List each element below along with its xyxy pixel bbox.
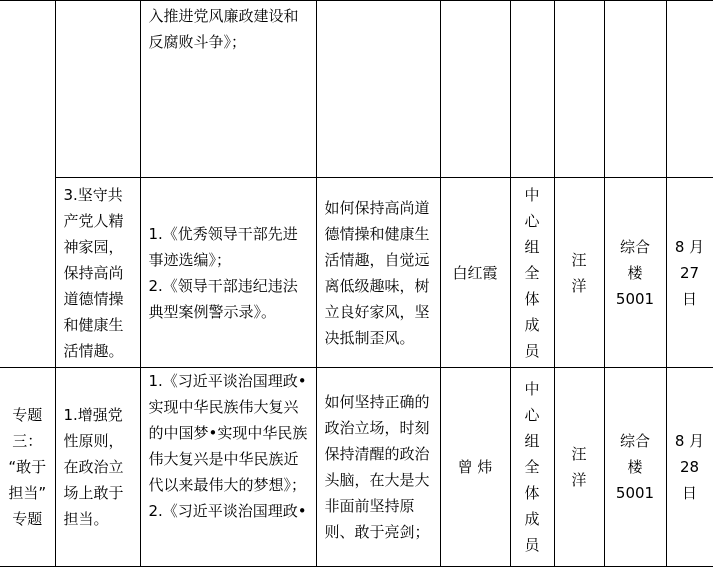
topic-cell — [0, 368, 55, 567]
participants-char: 中 — [524, 380, 540, 398]
topic-line: “敢于 — [8, 458, 47, 476]
participants-char: 全 — [524, 458, 540, 476]
speaker-name: 白红霞 — [452, 263, 498, 282]
participants-char: 全 — [524, 263, 540, 282]
date-line: 日 — [681, 484, 697, 502]
participants-char: 心 — [524, 406, 540, 424]
table-row — [0, 1, 713, 178]
location-line: 楼 — [627, 458, 643, 476]
host-char: 洋 — [571, 471, 587, 489]
date-line: 8 月 — [674, 237, 705, 256]
materials-line-1: 1.《习近平谈治国理政•实现中华民族伟大复兴的中国梦•实现中华民族伟大复兴是中华民族近代以来最伟大的梦想》； — [148, 372, 308, 494]
materials-line-2: 2.《领导干部违纪违法典型案例警示录》。 — [148, 276, 298, 321]
date-line: 27 — [679, 263, 700, 282]
date-line: 8 月 — [674, 432, 705, 450]
host-char: 汪 — [571, 250, 587, 269]
participants-char: 体 — [524, 484, 540, 502]
question-cell — [316, 178, 440, 368]
participants-cell — [510, 178, 554, 368]
host-char: 汪 — [571, 445, 587, 463]
participants-char: 中 — [524, 185, 540, 204]
participants-char: 成 — [524, 315, 540, 334]
participants-char: 员 — [524, 536, 540, 554]
topic-line: 担当” — [8, 484, 47, 502]
host-char: 洋 — [571, 276, 587, 295]
participants-char: 组 — [524, 432, 540, 450]
objective-cell — [55, 1, 140, 178]
speaker-cell — [440, 368, 510, 567]
question-text: 如何坚持正确的政治立场，时刻保持清醒的政治头脑，在大是大非面前坚持原则、敢于亮剑； — [324, 393, 430, 541]
host-cell — [554, 1, 604, 178]
date-cell — [666, 1, 713, 178]
location-cell — [604, 368, 666, 567]
date-line: 日 — [681, 289, 697, 308]
question-cell — [316, 1, 440, 178]
participants-char: 心 — [524, 211, 540, 230]
participants-char: 员 — [524, 341, 540, 360]
location-cell — [604, 1, 666, 178]
objective-text: 3.坚守共产党人精神家园，保持高尚道德情操和健康生活情趣。 — [63, 185, 124, 360]
materials-cell — [140, 178, 316, 368]
host-cell — [554, 368, 604, 567]
host-cell — [554, 178, 604, 368]
table-row — [0, 368, 713, 567]
location-line: 综合 — [619, 432, 650, 450]
question-text: 如何保持高尚道德情操和健康生活情趣，自觉远离低级趣味，树立良好家风，坚决抵制歪风。 — [324, 198, 430, 347]
speaker-cell — [440, 178, 510, 368]
location-cell — [604, 178, 666, 368]
participants-char: 体 — [524, 289, 540, 308]
materials-line-1: 1.《优秀领导干部先进事迹选编》； — [148, 224, 298, 269]
materials-line-2: 2.《习近平谈治国理政• — [148, 502, 307, 520]
topic-line: 专题 — [12, 406, 43, 424]
participants-char: 成 — [524, 510, 540, 528]
participants-char: 组 — [524, 237, 540, 256]
objective-cell — [55, 178, 140, 368]
question-cell — [316, 368, 440, 567]
location-line: 5001 — [615, 289, 655, 308]
topic-cell-empty — [0, 1, 55, 368]
table-row — [0, 178, 713, 368]
speaker-name: 曾 炜 — [457, 458, 493, 476]
location-line: 综合 — [619, 237, 650, 256]
location-line: 楼 — [627, 263, 643, 282]
materials-line-1: 入推进党风廉政建设和反腐败斗争》； — [148, 7, 299, 51]
location-line: 5001 — [615, 484, 655, 502]
topic-line: 三： — [12, 432, 43, 450]
date-cell — [666, 368, 713, 567]
topic-line: 专题 — [12, 510, 43, 528]
objective-cell — [55, 368, 140, 567]
date-line: 28 — [679, 458, 700, 476]
speaker-cell — [440, 1, 510, 178]
participants-cell — [510, 368, 554, 567]
objective-text: 1.增强党性原则，在政治立场上敢于担当。 — [63, 406, 124, 528]
materials-cell — [140, 368, 316, 567]
date-cell — [666, 178, 713, 368]
materials-cell — [140, 1, 316, 178]
participants-cell — [510, 1, 554, 178]
